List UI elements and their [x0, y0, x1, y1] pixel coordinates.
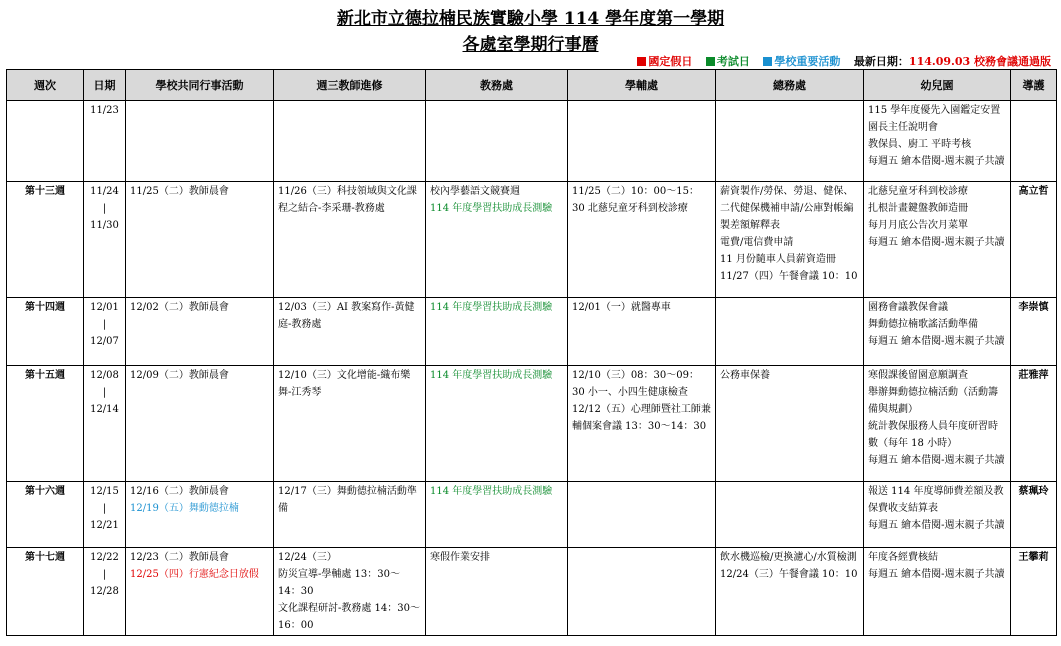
table-row	[7, 298, 1057, 366]
kinder-cell	[864, 366, 1011, 482]
kinder-entry: 115 學年度優先入園鑑定安置園長主任說明會	[868, 105, 1001, 133]
kinder-entry: 每週五 繪本借閱-週末親子共讀	[868, 156, 1005, 167]
common-entry: 12/02（二）教師晨會	[130, 302, 229, 313]
kinder-entry: 報送 114 年度導師費差額及教保費收支結算表	[868, 486, 1004, 514]
date-cell	[84, 548, 126, 636]
kinder-entry: 年度各經費核結	[868, 552, 938, 563]
guidance-cell	[568, 101, 716, 182]
week-cell: 第十七週	[7, 548, 84, 636]
kinder-cell	[864, 482, 1011, 548]
header-kinder: 幼兒園	[864, 70, 1011, 101]
legend	[627, 53, 1051, 69]
duty-cell: 莊雅萍	[1011, 366, 1057, 482]
date-start: 12/08	[90, 370, 119, 381]
date-end: 12/14	[90, 404, 119, 415]
date-cell	[84, 298, 126, 366]
guidance-entry: 12/10（三）08：30～09：30 小一、小四生健康檢查	[572, 370, 699, 398]
date-sep: |	[102, 319, 107, 330]
guidance-cell	[568, 298, 716, 366]
academic-entry: 寒假作業安排	[430, 552, 490, 563]
red-square-icon	[637, 57, 646, 66]
training-entry: 文化課程研討-教務處 14：30～16：00	[278, 603, 421, 631]
common-entry: 12/19（五）舞動德拉楠	[130, 503, 239, 514]
common-cell	[126, 482, 274, 548]
kinder-cell	[864, 182, 1011, 298]
common-cell	[126, 298, 274, 366]
updated-value: 114.09.03 校務會議通過版	[908, 55, 1051, 68]
academic-cell	[426, 101, 568, 182]
week-cell: 第十三週	[7, 182, 84, 298]
duty-cell: 蔡珮玲	[1011, 482, 1057, 548]
date-start: 11/24	[90, 186, 119, 197]
kinder-entry: 每週五 繪本借閱-週末親子共讀	[868, 237, 1005, 248]
guidance-cell	[568, 548, 716, 636]
date-start: 11/23	[90, 105, 119, 116]
guidance-entry: 12/01（一）就醫專車	[572, 302, 671, 313]
academic-entry: 114 年度學習扶助成長測驗	[430, 302, 553, 313]
date-end: 12/28	[90, 586, 119, 597]
general-cell	[716, 548, 864, 636]
training-cell	[274, 366, 426, 482]
date-cell	[84, 182, 126, 298]
academic-cell	[426, 548, 568, 636]
academic-entry: 校內學藝語文競賽週	[430, 186, 520, 197]
academic-entry: 114 年度學習扶助成長測驗	[430, 203, 553, 214]
date-end: 12/07	[90, 336, 119, 347]
guidance-entry: 11/25（二）10：00～15：30 北慈兒童牙科到校診療	[572, 186, 699, 214]
general-entry: 11 月份隨車人員薪資造冊	[720, 254, 836, 265]
guidance-entry: 12/12（五）心理師暨社工師兼輔個案會議 13：30～14：30	[572, 404, 711, 432]
academic-cell	[426, 182, 568, 298]
week-cell: 第十六週	[7, 482, 84, 548]
date-cell	[84, 366, 126, 482]
week-cell: 第十五週	[7, 366, 84, 482]
duty-cell	[1011, 101, 1057, 182]
legend-important: 學校重要活動	[763, 55, 840, 68]
general-entry: 11/27（四）午餐會議 10：10	[720, 271, 858, 282]
training-cell	[274, 101, 426, 182]
date-sep: |	[102, 203, 107, 214]
legend-updated: 最新日期：114.09.03 校務會議通過版	[853, 55, 1051, 68]
kinder-entry: 園務會議教保會議	[868, 302, 948, 313]
general-cell	[716, 366, 864, 482]
date-end: 12/21	[90, 520, 119, 531]
kinder-entry: 扎根計畫鍵盤教師造冊	[868, 203, 968, 214]
common-entry: 11/25（二）教師晨會	[130, 186, 229, 197]
general-entry: 電費/電信費申請	[720, 237, 794, 248]
academic-cell	[426, 482, 568, 548]
common-entry: 12/09（二）教師晨會	[130, 370, 229, 381]
general-entry: 薪資製作/勞保、勞退、健保、二代健保機補申請/公庫對帳編製差額解釋表	[720, 186, 854, 231]
calendar-table	[6, 69, 1057, 636]
date-cell	[84, 482, 126, 548]
kinder-cell	[864, 548, 1011, 636]
table-row	[7, 482, 1057, 548]
general-entry: 飲水機巡檢/更換濾心/水質檢測	[720, 552, 857, 563]
blue-square-icon	[763, 57, 772, 66]
date-cell	[84, 101, 126, 182]
general-cell	[716, 182, 864, 298]
kinder-cell	[864, 101, 1011, 182]
common-cell	[126, 182, 274, 298]
header-row	[7, 70, 1057, 101]
common-entry: 12/16（二）教師晨會	[130, 486, 229, 497]
training-cell	[274, 482, 426, 548]
general-cell	[716, 101, 864, 182]
guidance-cell	[568, 366, 716, 482]
kinder-entry: 每週五 繪本借閱-週末親子共讀	[868, 336, 1005, 347]
week-cell	[7, 101, 84, 182]
training-entry: 11/26（三）科技領域與文化課程之結合-李采珊-教務處	[278, 186, 417, 214]
general-cell	[716, 298, 864, 366]
table-row	[7, 101, 1057, 182]
training-cell	[274, 298, 426, 366]
common-entry: 12/25（四）行憲紀念日放假	[130, 569, 259, 580]
page-title: 新北市立德拉楠民族實驗小學 114 學年度第一學期	[336, 9, 725, 29]
header-date: 日期	[84, 70, 126, 101]
date-sep: |	[102, 387, 107, 398]
common-cell	[126, 548, 274, 636]
common-cell	[126, 101, 274, 182]
general-entry: 12/24（三）午餐會議 10：10	[720, 569, 858, 580]
academic-cell	[426, 366, 568, 482]
date-sep: |	[102, 503, 107, 514]
duty-cell: 王攀莉	[1011, 548, 1057, 636]
legend-holiday: 國定假日	[637, 55, 692, 68]
kinder-entry: 北慈兒童牙科到校診療	[868, 186, 968, 197]
guidance-cell	[568, 182, 716, 298]
date-sep: |	[102, 569, 107, 580]
duty-cell: 李崇慎	[1011, 298, 1057, 366]
kinder-entry: 舉辦舞動德拉楠活動（活動籌備與規劃）	[868, 387, 998, 415]
general-entry: 公務車保養	[720, 370, 770, 381]
duty-cell: 高立哲	[1011, 182, 1057, 298]
header-general: 總務處	[716, 70, 864, 101]
academic-entry: 114 年度學習扶助成長測驗	[430, 486, 553, 497]
training-cell	[274, 548, 426, 636]
table-row	[7, 182, 1057, 298]
header-training: 週三教師進修	[274, 70, 426, 101]
training-entry: 12/03（三）AI 教案寫作-黃健庭-教務處	[278, 302, 415, 330]
header-duty: 導護	[1011, 70, 1057, 101]
guidance-cell	[568, 482, 716, 548]
academic-cell	[426, 298, 568, 366]
training-entry: 12/24（三）	[278, 552, 337, 563]
legend-exam: 考試日	[706, 55, 750, 68]
kinder-entry: 每週五 繪本借閱-週末親子共讀	[868, 569, 1005, 580]
general-cell	[716, 482, 864, 548]
header-week: 週次	[7, 70, 84, 101]
date-start: 12/22	[90, 552, 119, 563]
training-entry: 防災宣導-學輔處 13：30～14：30	[278, 569, 401, 597]
academic-entry: 114 年度學習扶助成長測驗	[430, 370, 553, 381]
kinder-entry: 每週五 繪本借閱-週末親子共讀	[868, 520, 1005, 531]
table-row	[7, 548, 1057, 636]
header-academic: 教務處	[426, 70, 568, 101]
kinder-cell	[864, 298, 1011, 366]
kinder-entry: 每月月底公告次月菜單	[868, 220, 968, 231]
training-entry: 12/17（三）舞動德拉楠活動準備	[278, 486, 417, 514]
table-row	[7, 366, 1057, 482]
green-square-icon	[706, 57, 715, 66]
kinder-entry: 每週五 繪本借閱-週末親子共讀	[868, 455, 1005, 466]
week-cell: 第十四週	[7, 298, 84, 366]
training-cell	[274, 182, 426, 298]
kinder-entry: 寒假課後留園意願調查	[868, 370, 968, 381]
common-cell	[126, 366, 274, 482]
header-guidance: 學輔處	[568, 70, 716, 101]
header-common: 學校共同行事活動	[126, 70, 274, 101]
date-start: 12/01	[90, 302, 119, 313]
kinder-entry: 舞動德拉楠歌謠活動準備	[868, 319, 978, 330]
training-entry: 12/10（三）文化增能-織布樂舞-江秀琴	[278, 370, 411, 398]
page-subtitle: 各處室學期行事曆	[462, 35, 599, 55]
common-entry: 12/23（二）教師晨會	[130, 552, 229, 563]
kinder-entry: 教保員、廚工 平時考核	[868, 139, 972, 150]
date-end: 11/30	[90, 220, 119, 231]
kinder-entry: 統計教保服務人員年度研習時數（每年 18 小時）	[868, 421, 998, 449]
date-start: 12/15	[90, 486, 119, 497]
